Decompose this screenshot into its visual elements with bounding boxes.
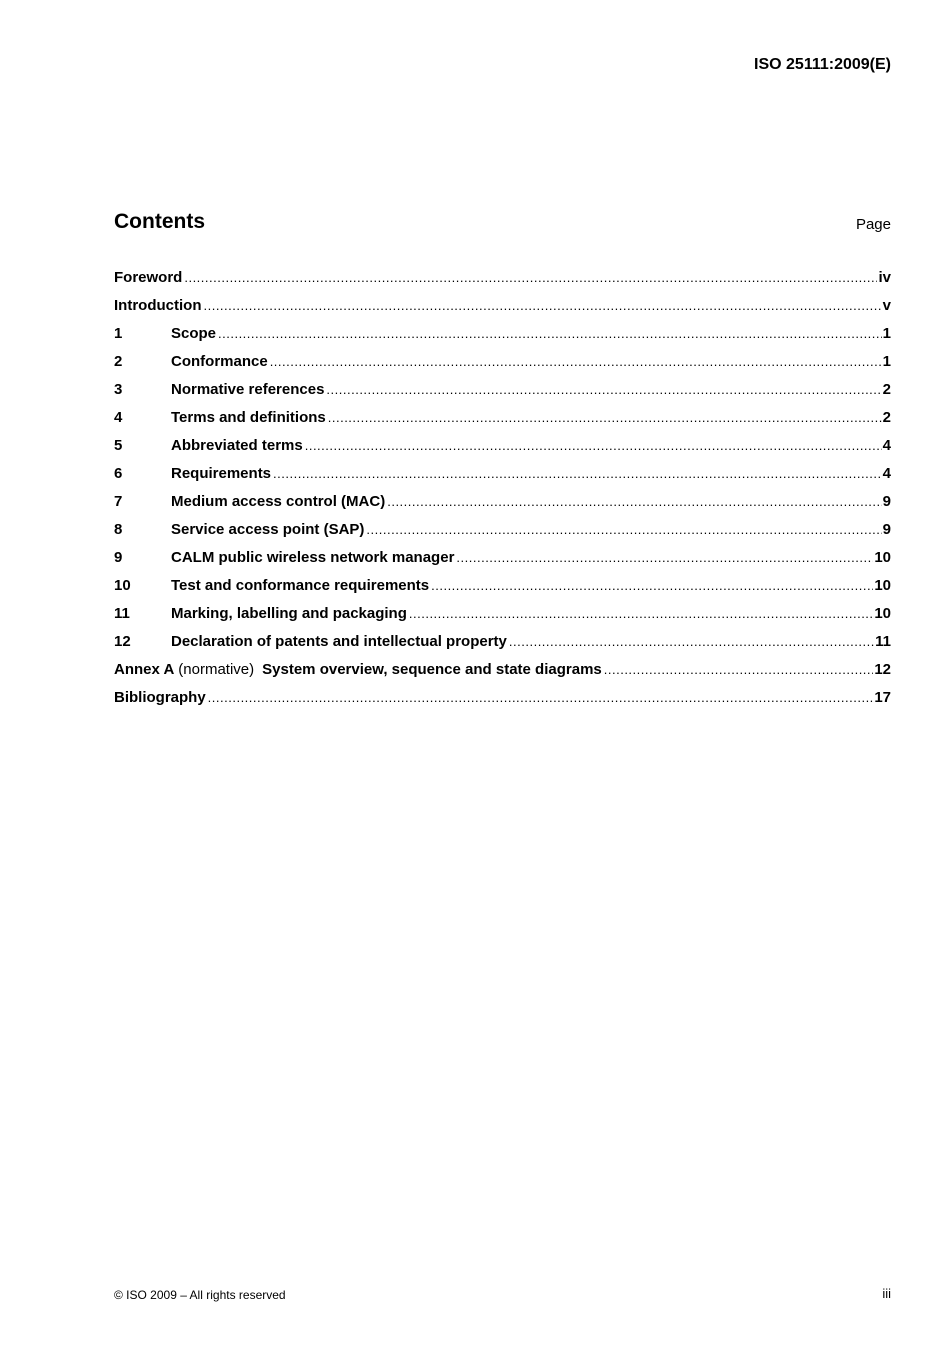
toc-entry[interactable] — [114, 632, 891, 660]
toc-dot-leader — [409, 604, 873, 624]
toc-entry[interactable] — [114, 296, 891, 324]
toc-entry[interactable] — [114, 548, 891, 576]
toc-entry-title: Terms and definitions — [171, 409, 326, 426]
toc-entry-page: v — [882, 297, 891, 314]
toc-entry-title: Normative references — [171, 381, 325, 398]
toc-entry-title: Introduction — [114, 297, 202, 314]
toc-entry-page: iv — [878, 269, 891, 286]
toc-entry-title: Foreword — [114, 269, 183, 286]
toc-entry-number: 3 — [114, 381, 123, 398]
toc-entry-title: Service access point (SAP) — [171, 521, 365, 538]
document-id-header: ISO 25111:2009(E) — [754, 56, 891, 73]
toc-entry-page: 2 — [882, 381, 891, 398]
toc-dot-leader — [273, 464, 882, 484]
toc-dot-leader — [604, 660, 874, 680]
toc-entry-title: Scope — [171, 325, 217, 342]
toc-entry-page: 10 — [874, 549, 891, 566]
toc-entry[interactable] — [114, 464, 891, 492]
toc-entry-number: 7 — [114, 493, 123, 510]
toc-dot-leader — [208, 688, 874, 708]
toc-entry-number: 12 — [114, 633, 131, 650]
table-of-contents — [114, 268, 891, 716]
toc-entry-title: CALM public wireless network manager — [171, 549, 455, 566]
toc-entry[interactable] — [114, 520, 891, 548]
toc-entry-page: 1 — [882, 325, 891, 342]
toc-entry-page: 10 — [874, 577, 891, 594]
toc-dot-leader — [326, 380, 881, 400]
toc-dot-leader — [387, 492, 881, 512]
toc-dot-leader — [184, 268, 877, 288]
toc-entry-number: 9 — [114, 549, 123, 566]
footer-page-number: iii — [882, 1286, 891, 1301]
toc-entry-number: 10 — [114, 577, 131, 594]
toc-entry-title: Test and conformance requirements — [171, 577, 430, 594]
contents-heading: Contents — [114, 210, 205, 233]
toc-entry-number: 11 — [114, 605, 130, 622]
toc-entry-title: Conformance — [171, 353, 268, 370]
toc-entry[interactable] — [114, 380, 891, 408]
toc-entry[interactable] — [114, 352, 891, 380]
toc-entry-number: 2 — [114, 353, 123, 370]
toc-entry-page: 10 — [874, 605, 891, 622]
toc-dot-leader — [509, 632, 874, 652]
toc-entry-page: 17 — [874, 689, 891, 706]
toc-dot-leader — [305, 436, 882, 456]
toc-entry-page: 1 — [882, 353, 891, 370]
toc-entry[interactable] — [114, 688, 891, 716]
footer-copyright: © ISO 2009 – All rights reserved — [114, 1288, 286, 1302]
toc-entry-page: 11 — [875, 633, 891, 650]
toc-entry-page: 9 — [882, 493, 891, 510]
toc-dot-leader — [270, 352, 882, 372]
toc-entry[interactable] — [114, 436, 891, 464]
toc-dot-leader — [431, 576, 873, 596]
toc-dot-leader — [218, 324, 882, 344]
toc-dot-leader — [456, 548, 873, 568]
toc-entry-title: Declaration of patents and intellectual property — [171, 633, 507, 650]
toc-entry-number: 5 — [114, 437, 123, 454]
toc-entry-page: 2 — [882, 409, 891, 426]
toc-entry-note: (normative) — [178, 661, 255, 678]
toc-entry[interactable] — [114, 604, 891, 632]
toc-dot-leader — [203, 296, 881, 316]
toc-entry-number: 8 — [114, 521, 123, 538]
toc-entry-title: Medium access control (MAC) — [171, 493, 386, 510]
toc-entry[interactable] — [114, 576, 891, 604]
toc-entry-title: Marking, labelling and packaging — [171, 605, 407, 622]
toc-entry-title: Annex A — [114, 661, 175, 678]
toc-entry-page: 4 — [882, 465, 891, 482]
toc-entry-page: 9 — [882, 521, 891, 538]
toc-entry-title: Bibliography — [114, 689, 206, 706]
toc-entry-number: 4 — [114, 409, 123, 426]
toc-entry-title: Abbreviated terms — [171, 437, 303, 454]
toc-dot-leader — [328, 408, 882, 428]
toc-entry[interactable] — [114, 660, 891, 688]
toc-dot-leader — [366, 520, 881, 540]
toc-entry[interactable] — [114, 408, 891, 436]
toc-entry[interactable] — [114, 268, 891, 296]
toc-entry[interactable] — [114, 324, 891, 352]
toc-entry-page: 4 — [882, 437, 891, 454]
toc-entry-number: 6 — [114, 465, 123, 482]
toc-entry-page: 12 — [874, 661, 891, 678]
toc-entry[interactable] — [114, 492, 891, 520]
toc-entry-title: Requirements — [171, 465, 272, 482]
toc-entry-subtitle: System overview, sequence and state diagrams — [262, 661, 602, 678]
page-column-label: Page — [855, 216, 891, 233]
toc-entry-number: 1 — [114, 325, 123, 342]
